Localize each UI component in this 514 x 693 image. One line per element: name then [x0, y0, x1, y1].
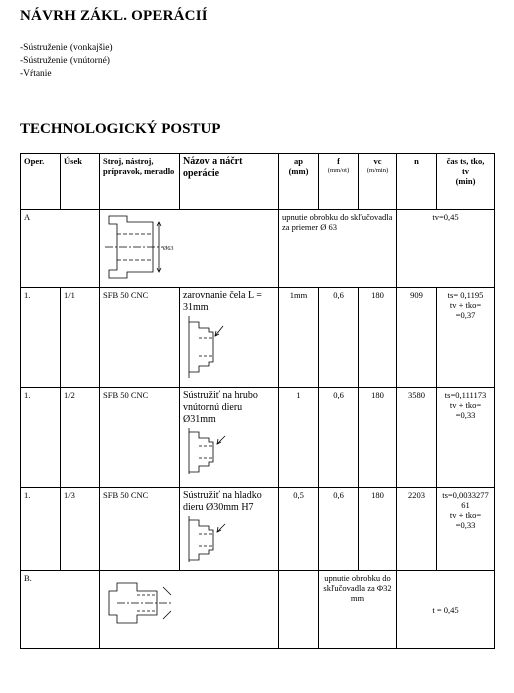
cell-time: ts=0,0033277 61 tv + tko= =0,33 [437, 488, 495, 571]
cell-n: 909 [397, 288, 437, 388]
header-oper: Oper. [21, 154, 61, 210]
header-ap: ap (mm) [279, 154, 319, 210]
workpiece-sketch [103, 212, 263, 284]
cell-usek: 1/1 [61, 288, 100, 388]
table-row [21, 571, 495, 649]
table-header-row [21, 154, 495, 210]
cell-n: 2203 [397, 488, 437, 571]
cell-time: t = 0,45 [397, 571, 495, 649]
diameter-label: Ø63 [163, 246, 174, 252]
header-cas: čas ts, tko, tv (min) [437, 154, 495, 210]
header-nazov: Názov a náčrt operácie [180, 154, 279, 210]
cell-stroj: SFB 50 CNC [100, 288, 180, 388]
cell-oper: 1. [21, 488, 61, 571]
table-row [21, 388, 495, 488]
cell-time: tv=0,45 [397, 210, 495, 288]
workpiece-sketch [103, 573, 223, 633]
cell-oper: A [21, 210, 100, 288]
technology-table [20, 153, 495, 649]
cell-f: 0,6 [319, 288, 359, 388]
cell-ap: 1mm [279, 288, 319, 388]
cell-time: ts=0,111173 tv + tko= =0,33 [437, 388, 495, 488]
sketch-cell [100, 210, 279, 288]
operation-item: -Sústruženie (vnútorné) [20, 56, 110, 66]
cell-usek: 1/3 [61, 488, 100, 571]
header-stroj: Stroj, nástroj, prípravok, meradlo [100, 154, 180, 210]
cell-ap: 0,5 [279, 488, 319, 571]
section-title: TECHNOLOGICKÝ POSTUP [20, 121, 221, 137]
header-f: f (mm/ot) [319, 154, 359, 210]
cell-n: 3580 [397, 388, 437, 488]
cell-note: upnutie obrobku do skľučovadla za priemer Ø 63 [279, 210, 397, 288]
sketch-cell [100, 571, 279, 649]
operation-sketch [183, 426, 243, 476]
cell-oper: B. [21, 571, 100, 649]
cell-ap: 1 [279, 388, 319, 488]
cell-stroj: SFB 50 CNC [100, 488, 180, 571]
cell-oper: 1. [21, 388, 61, 488]
cell-f: 0,6 [319, 388, 359, 488]
operations-list [20, 42, 113, 81]
operation-sketch [183, 514, 243, 564]
header-usek: Úsek [61, 154, 100, 210]
cell-time: ts= 0,1195 tv + tko= =0,37 [437, 288, 495, 388]
cell-nazov: Sústružiť na hrubo vnútornú dieru Ø31mm [180, 388, 279, 488]
operation-sketch [183, 314, 243, 380]
cell-nazov: zarovnanie čela L = 31mm [180, 288, 279, 388]
cell-nazov: Sústružiť na hladko dieru Ø30mm H7 [180, 488, 279, 571]
cell-stroj: SFB 50 CNC [100, 388, 180, 488]
cell-oper: 1. [21, 288, 61, 388]
operation-item: -Sústruženie (vonkajšie) [20, 43, 113, 53]
operation-item: -Vŕtanie [20, 69, 52, 79]
page-title: NÁVRH ZÁKL. OPERÁCIÍ [20, 8, 208, 24]
table-row [21, 210, 495, 288]
cell-empty [279, 571, 319, 649]
cell-vc: 180 [359, 488, 397, 571]
cell-vc: 180 [359, 288, 397, 388]
table-row [21, 488, 495, 571]
header-n: n [397, 154, 437, 210]
cell-f: 0,6 [319, 488, 359, 571]
cell-vc: 180 [359, 388, 397, 488]
table-row [21, 288, 495, 388]
cell-note: upnutie obrobku do skľučovadla za Φ32 mm [319, 571, 397, 649]
cell-usek: 1/2 [61, 388, 100, 488]
header-vc: vc (m/min) [359, 154, 397, 210]
